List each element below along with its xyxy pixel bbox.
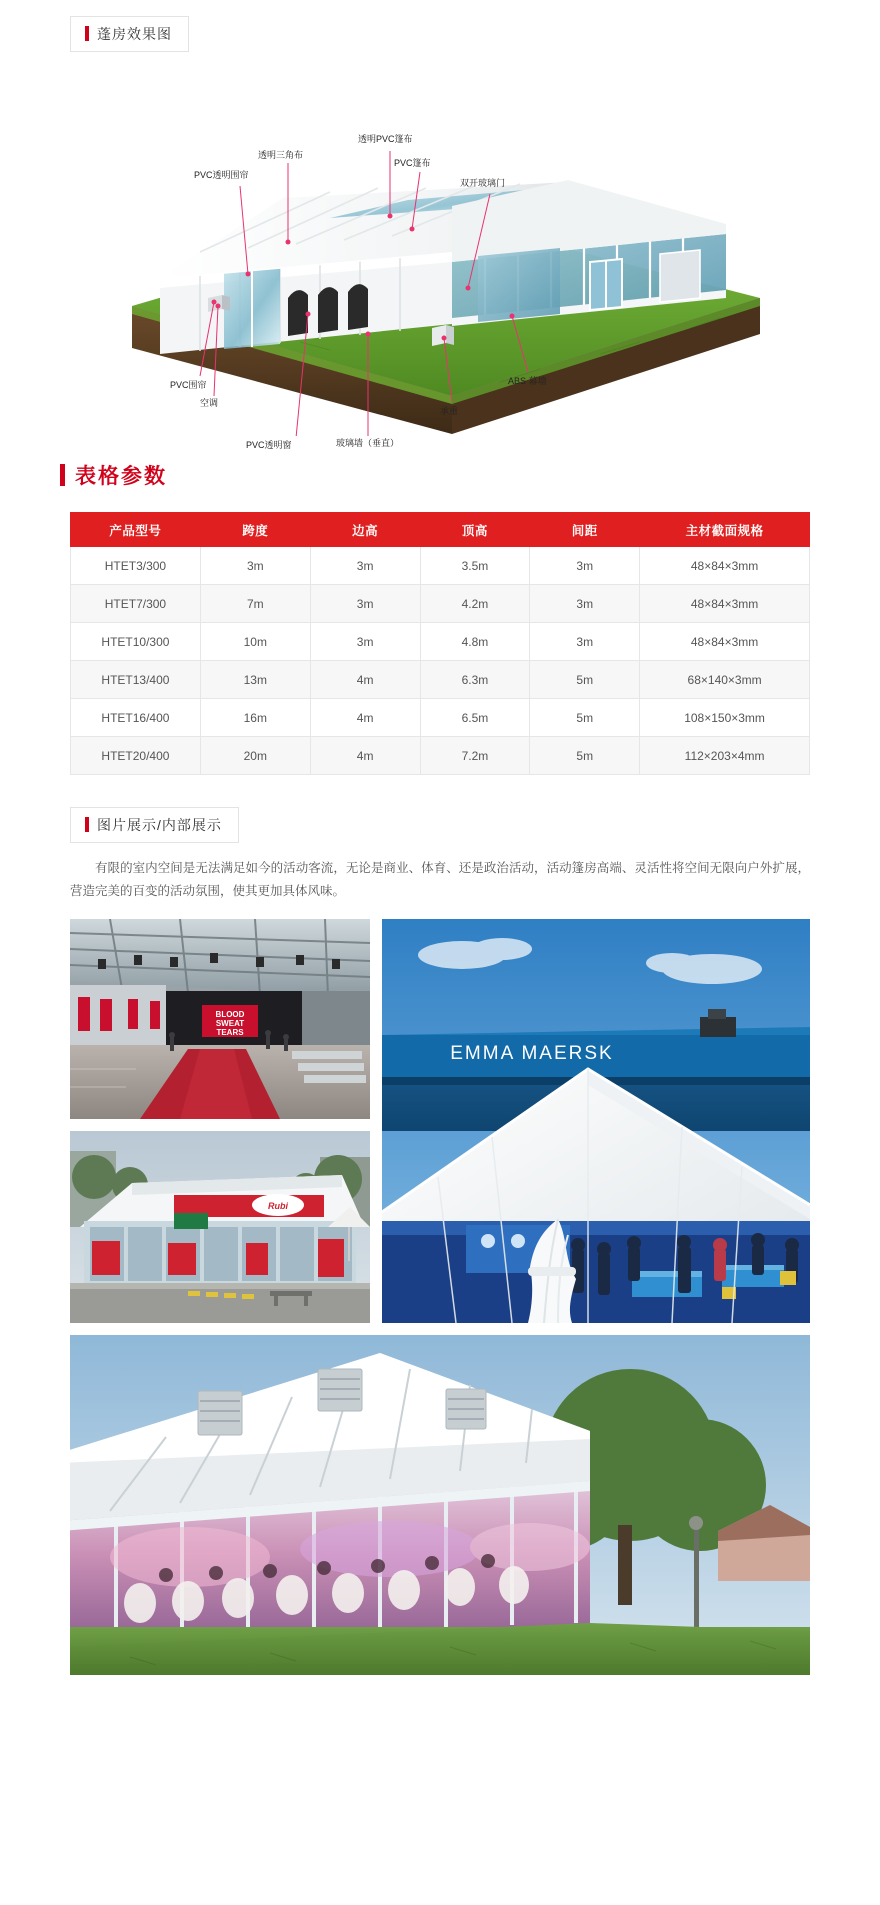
cell-model: HTET10/300 bbox=[71, 623, 201, 661]
cell-spacing: 3m bbox=[530, 547, 640, 585]
heading-accent-bar bbox=[60, 464, 65, 486]
cell-section-spec: 48×84×3mm bbox=[640, 585, 810, 623]
cell-top-height: 6.3m bbox=[420, 661, 530, 699]
photo-event-stage[interactable] bbox=[70, 919, 370, 1119]
gallery-left-column bbox=[70, 919, 370, 1323]
cell-spacing: 5m bbox=[530, 699, 640, 737]
air-conditioner-unit bbox=[208, 295, 230, 312]
tent-diagram bbox=[0, 66, 880, 450]
cell-model: HTET13/400 bbox=[71, 661, 201, 699]
gallery-grid bbox=[70, 919, 810, 1675]
table-row bbox=[71, 737, 810, 775]
cell-section-spec: 48×84×3mm bbox=[640, 623, 810, 661]
section-heading-gallery bbox=[70, 807, 239, 843]
cell-spacing: 3m bbox=[530, 585, 640, 623]
cell-side-height: 4m bbox=[310, 661, 420, 699]
parameters-table bbox=[70, 512, 810, 775]
cell-top-height: 6.5m bbox=[420, 699, 530, 737]
section-heading-table bbox=[60, 460, 880, 490]
svg-text:Rubi: Rubi bbox=[268, 1201, 288, 1212]
callout-pvc-curtain: PVC围帘 bbox=[170, 380, 207, 390]
cell-model: HTET16/400 bbox=[71, 699, 201, 737]
gallery-row-top bbox=[70, 919, 810, 1323]
th-top-height: 顶高 bbox=[420, 513, 530, 547]
cell-spacing: 5m bbox=[530, 661, 640, 699]
cell-top-height: 4.2m bbox=[420, 585, 530, 623]
cell-model: HTET20/400 bbox=[71, 737, 201, 775]
photo-ship-tent-art bbox=[382, 919, 810, 1323]
cell-span: 10m bbox=[200, 623, 310, 661]
photo-showroom-tent[interactable] bbox=[70, 1131, 370, 1323]
table-row bbox=[71, 699, 810, 737]
callout-glass-wall-vertical: 玻璃墙（垂直） bbox=[336, 438, 400, 448]
cell-model: HTET7/300 bbox=[71, 585, 201, 623]
th-model: 产品型号 bbox=[71, 513, 201, 547]
callout-double-glass-door: 双开玻璃门 bbox=[460, 178, 506, 188]
section-heading-hero-label: 蓬房效果图 bbox=[97, 26, 172, 42]
th-section-spec: 主材截面规格 bbox=[640, 513, 810, 547]
cell-side-height: 4m bbox=[310, 737, 420, 775]
photo-showroom-tent-art bbox=[70, 1131, 370, 1323]
parameters-table-body bbox=[71, 547, 810, 775]
cell-span: 13m bbox=[200, 661, 310, 699]
cell-section-spec: 108×150×3mm bbox=[640, 699, 810, 737]
section-heading-hero bbox=[70, 16, 189, 52]
th-side-height: 边高 bbox=[310, 513, 420, 547]
cell-side-height: 3m bbox=[310, 547, 420, 585]
callout-transparent-pvc-tent-cloth: 透明PVC篷布 bbox=[358, 134, 413, 144]
callout-air-conditioner: 空调 bbox=[200, 398, 219, 408]
table-row bbox=[71, 547, 810, 585]
table-row bbox=[71, 661, 810, 699]
photo-ship-tent[interactable] bbox=[382, 919, 810, 1323]
arched-windows bbox=[288, 284, 368, 336]
cell-section-spec: 48×84×3mm bbox=[640, 547, 810, 585]
cell-span: 3m bbox=[200, 547, 310, 585]
section-heading-gallery-label: 图片展示/内部展示 bbox=[97, 817, 222, 833]
callout-pvc-transparent-curtain-top: PVC透明围帘 bbox=[194, 170, 249, 180]
cell-top-height: 4.8m bbox=[420, 623, 530, 661]
cell-span: 7m bbox=[200, 585, 310, 623]
svg-text:TEARS: TEARS bbox=[216, 1028, 244, 1038]
parameters-table-head bbox=[71, 513, 810, 547]
cell-section-spec: 68×140×3mm bbox=[640, 661, 810, 699]
cell-side-height: 3m bbox=[310, 623, 420, 661]
photo-large-glass-tent[interactable] bbox=[70, 1335, 810, 1675]
cell-top-height: 7.2m bbox=[420, 737, 530, 775]
table-row bbox=[71, 585, 810, 623]
cell-spacing: 5m bbox=[530, 737, 640, 775]
svg-text:EMMA MAERSK: EMMA MAERSK bbox=[450, 1043, 614, 1065]
section-heading-table-label: 表格参数 bbox=[75, 465, 167, 488]
th-spacing: 间距 bbox=[530, 513, 640, 547]
cell-span: 16m bbox=[200, 699, 310, 737]
cell-model: HTET3/300 bbox=[71, 547, 201, 585]
cell-section-spec: 112×203×4mm bbox=[640, 737, 810, 775]
photo-event-stage-art bbox=[70, 919, 370, 1119]
tent-diagram-svg bbox=[0, 66, 880, 436]
svg-text:SWEAT: SWEAT bbox=[215, 1019, 245, 1029]
cell-span: 20m bbox=[200, 737, 310, 775]
svg-text:BLOOD: BLOOD bbox=[215, 1010, 245, 1020]
cell-side-height: 4m bbox=[310, 699, 420, 737]
callout-load-bearing: 承重 bbox=[440, 406, 459, 416]
photo-large-glass-tent-art bbox=[70, 1335, 810, 1675]
heading-accent-bar bbox=[85, 26, 89, 41]
parameters-table-wrapper bbox=[70, 512, 810, 775]
cell-spacing: 3m bbox=[530, 623, 640, 661]
heading-accent-bar bbox=[85, 817, 89, 832]
callout-pvc-tent-cloth: PVC篷布 bbox=[394, 158, 431, 168]
table-header-row bbox=[71, 513, 810, 547]
table-row bbox=[71, 623, 810, 661]
gallery-intro-text: 有限的室内空间是无法满足如今的活动客流，无论是商业、体育、还是政治活动，活动篷房高端、灵活性将空间无限向户外扩展，营造完美的百变的活动氛围，使其更加具体风味。 bbox=[70, 861, 810, 899]
cell-side-height: 3m bbox=[310, 585, 420, 623]
callout-abs-curtain-wall: ABS 幕墙 bbox=[508, 376, 547, 386]
cell-top-height: 3.5m bbox=[420, 547, 530, 585]
callout-pvc-transparent-window: PVC透明窗 bbox=[246, 440, 292, 450]
th-span: 跨度 bbox=[200, 513, 310, 547]
callout-transparent-triangle-cloth: 透明三角布 bbox=[258, 150, 304, 160]
load-bearing-base bbox=[432, 325, 454, 346]
